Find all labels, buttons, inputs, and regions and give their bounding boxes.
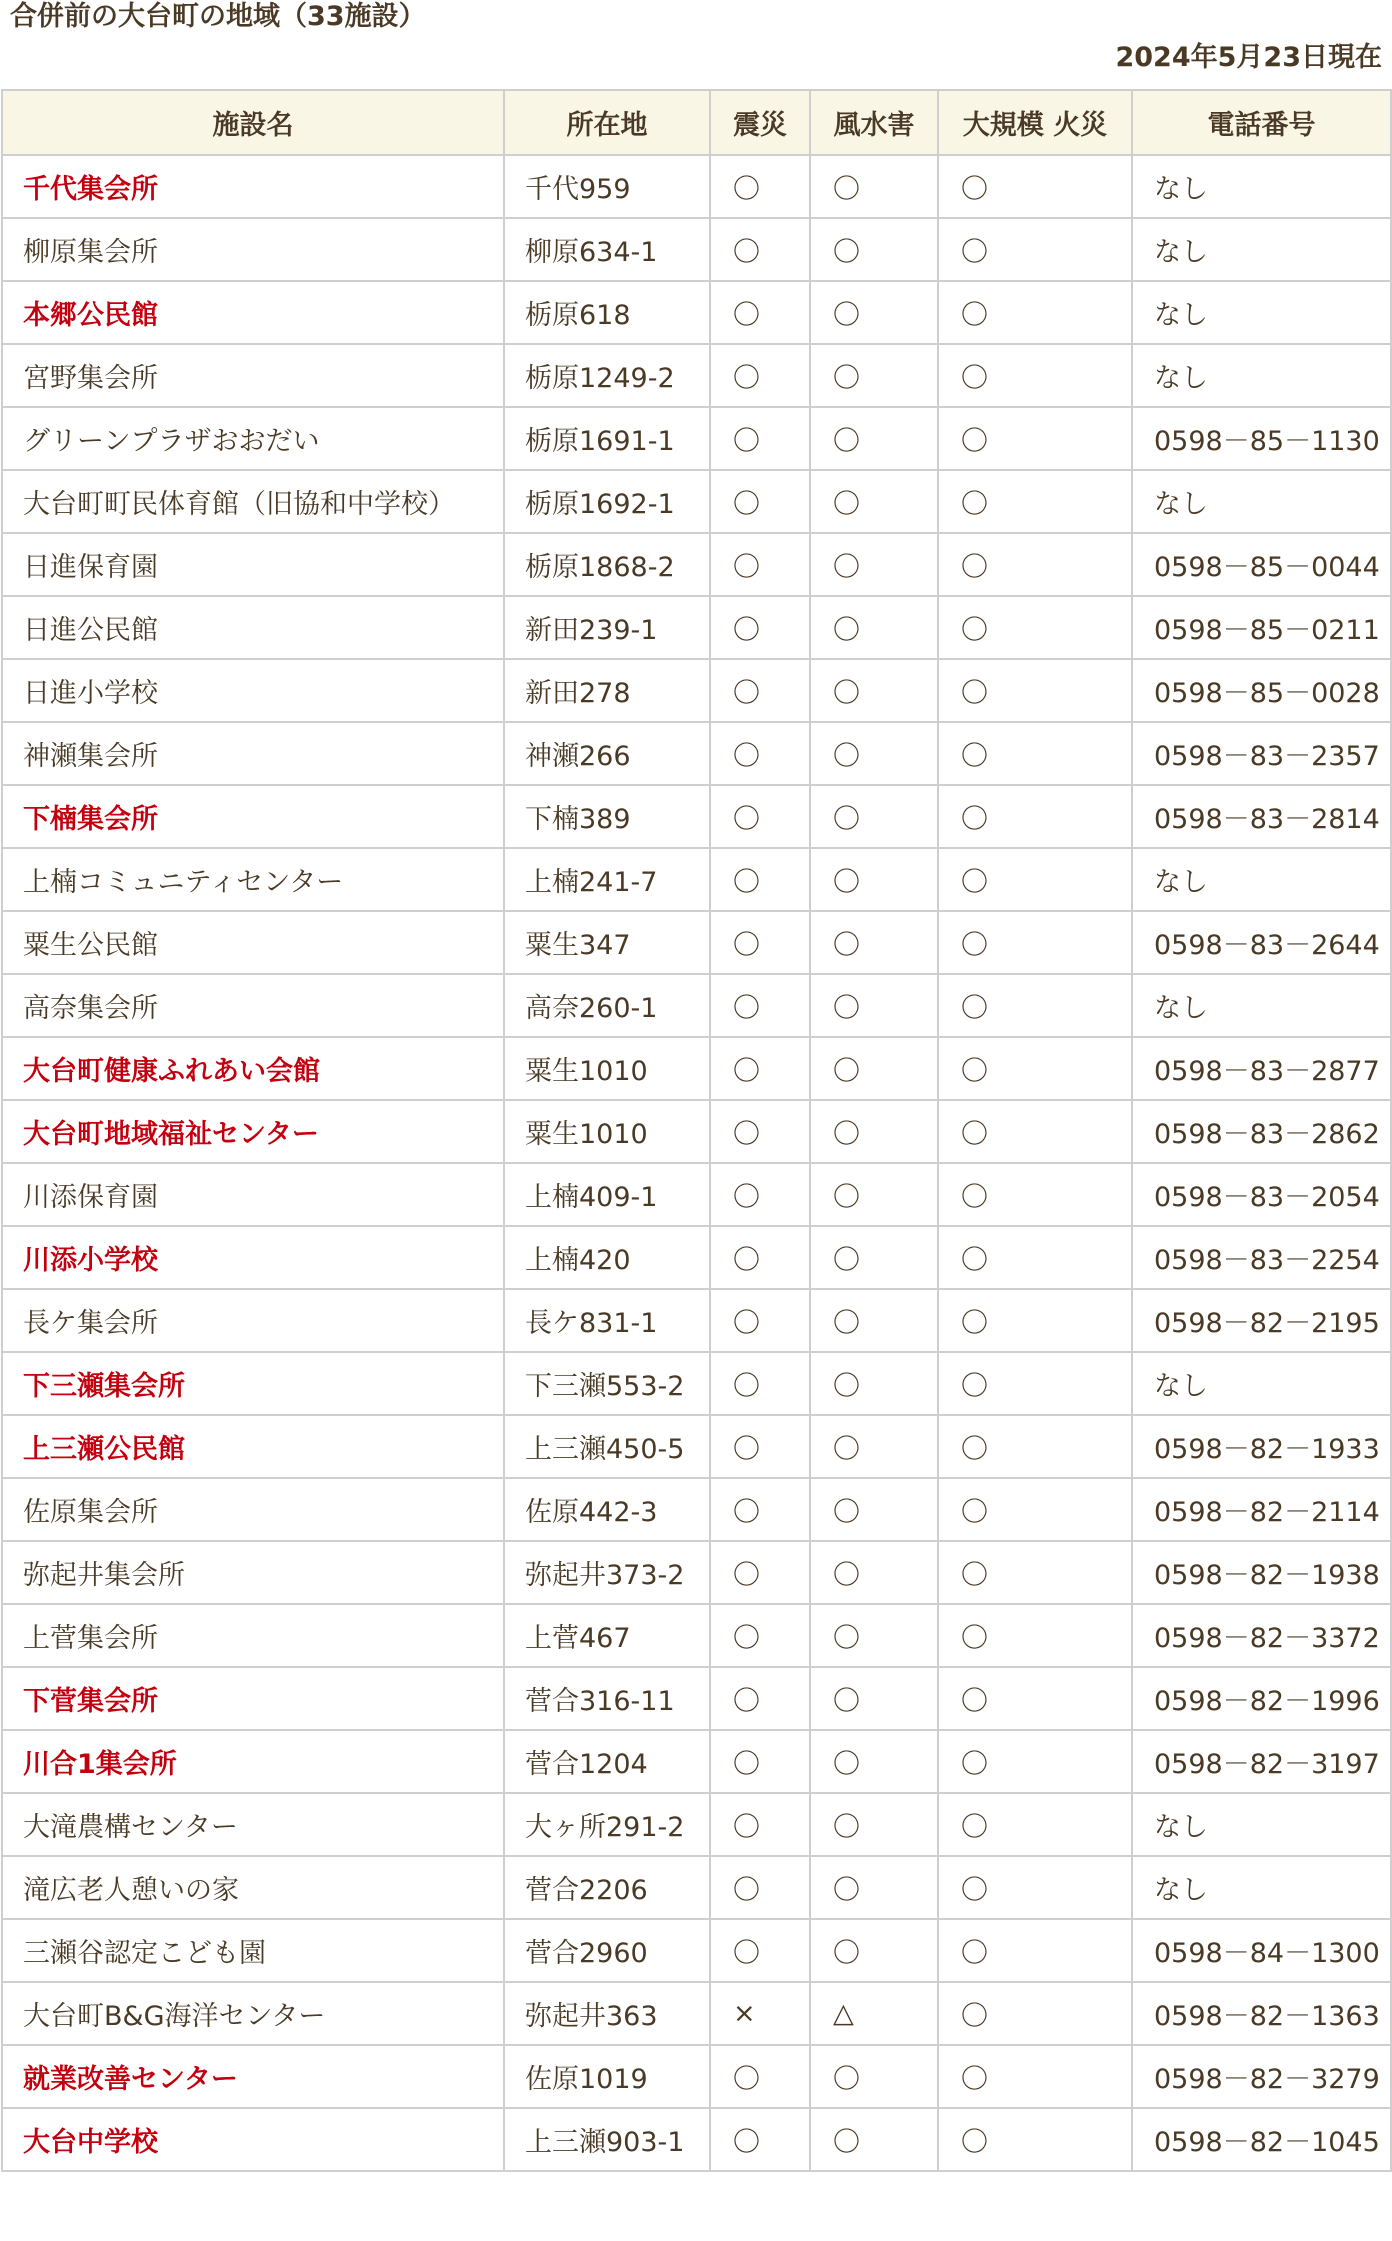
table-row <box>2 1793 1391 1856</box>
address-cell: 粟生347 <box>504 911 710 974</box>
large-fire-mark: 〇 <box>938 470 1132 533</box>
address-cell: 上三瀬903-1 <box>504 2108 710 2171</box>
flood-mark: 〇 <box>810 596 938 659</box>
phone-cell: 0598－82－3197 <box>1132 1730 1391 1793</box>
address-cell: 長ケ831-1 <box>504 1289 710 1352</box>
flood-mark: 〇 <box>810 1226 938 1289</box>
phone-cell: なし <box>1132 1856 1391 1919</box>
phone-cell: なし <box>1132 1793 1391 1856</box>
column-header-flood: 風水害 <box>810 90 938 155</box>
facility-name-cell: 神瀬集会所 <box>2 722 504 785</box>
earthquake-mark: 〇 <box>710 1856 810 1919</box>
table-row <box>2 2108 1391 2171</box>
earthquake-mark: 〇 <box>710 722 810 785</box>
flood-mark: 〇 <box>810 974 938 1037</box>
flood-mark: 〇 <box>810 281 938 344</box>
facility-name-cell: グリーンプラザおおだい <box>2 407 504 470</box>
flood-mark: 〇 <box>810 1289 938 1352</box>
table-row <box>2 2045 1391 2108</box>
earthquake-mark: 〇 <box>710 1604 810 1667</box>
earthquake-mark: 〇 <box>710 1100 810 1163</box>
earthquake-mark: 〇 <box>710 218 810 281</box>
earthquake-mark: 〇 <box>710 596 810 659</box>
large-fire-mark: 〇 <box>938 911 1132 974</box>
facility-name-cell: 上三瀬公民館 <box>2 1415 504 1478</box>
table-row <box>2 1478 1391 1541</box>
address-cell: 菅合2960 <box>504 1919 710 1982</box>
earthquake-mark: 〇 <box>710 1289 810 1352</box>
phone-cell: なし <box>1132 344 1391 407</box>
facility-name-cell: 上楠コミュニティセンター <box>2 848 504 911</box>
earthquake-mark: 〇 <box>710 1919 810 1982</box>
facility-name-cell: 長ケ集会所 <box>2 1289 504 1352</box>
table-row <box>2 1730 1391 1793</box>
table-body <box>2 155 1391 2171</box>
facility-name-cell: 弥起井集会所 <box>2 1541 504 1604</box>
large-fire-mark: 〇 <box>938 1100 1132 1163</box>
address-cell: 上楠241-7 <box>504 848 710 911</box>
table-row <box>2 1856 1391 1919</box>
large-fire-mark: 〇 <box>938 1541 1132 1604</box>
flood-mark: 〇 <box>810 1793 938 1856</box>
phone-cell: 0598－85－0028 <box>1132 659 1391 722</box>
large-fire-mark: 〇 <box>938 2108 1132 2171</box>
flood-mark: 〇 <box>810 1604 938 1667</box>
table-row <box>2 1541 1391 1604</box>
table-row <box>2 281 1391 344</box>
earthquake-mark: 〇 <box>710 470 810 533</box>
earthquake-mark: 〇 <box>710 1226 810 1289</box>
address-cell: 弥起井363 <box>504 1982 710 2045</box>
table-row <box>2 722 1391 785</box>
phone-cell: なし <box>1132 218 1391 281</box>
phone-cell: 0598－83－2877 <box>1132 1037 1391 1100</box>
phone-cell: 0598－82－2114 <box>1132 1478 1391 1541</box>
earthquake-mark: 〇 <box>710 281 810 344</box>
earthquake-mark: 〇 <box>710 2108 810 2171</box>
flood-mark: 〇 <box>810 155 938 218</box>
earthquake-mark: × <box>710 1982 810 2045</box>
flood-mark: 〇 <box>810 533 938 596</box>
flood-mark: 〇 <box>810 2045 938 2108</box>
large-fire-mark: 〇 <box>938 596 1132 659</box>
address-cell: 神瀬266 <box>504 722 710 785</box>
column-header-earthquake: 震災 <box>710 90 810 155</box>
flood-mark: 〇 <box>810 1352 938 1415</box>
flood-mark: 〇 <box>810 1478 938 1541</box>
address-cell: 栃原1249-2 <box>504 344 710 407</box>
large-fire-mark: 〇 <box>938 1982 1132 2045</box>
column-header-large-fire: 大規模 火災 <box>938 90 1132 155</box>
flood-mark: 〇 <box>810 407 938 470</box>
large-fire-mark: 〇 <box>938 1604 1132 1667</box>
table-row <box>2 848 1391 911</box>
table-row <box>2 1352 1391 1415</box>
address-cell: 大ヶ所291-2 <box>504 1793 710 1856</box>
flood-mark: 〇 <box>810 659 938 722</box>
large-fire-mark: 〇 <box>938 2045 1132 2108</box>
earthquake-mark: 〇 <box>710 533 810 596</box>
phone-cell: なし <box>1132 974 1391 1037</box>
phone-cell: なし <box>1132 848 1391 911</box>
large-fire-mark: 〇 <box>938 281 1132 344</box>
large-fire-mark: 〇 <box>938 218 1132 281</box>
large-fire-mark: 〇 <box>938 1289 1132 1352</box>
large-fire-mark: 〇 <box>938 1163 1132 1226</box>
address-cell: 佐原442-3 <box>504 1478 710 1541</box>
phone-cell: 0598－82－1045 <box>1132 2108 1391 2171</box>
facility-name-cell: 柳原集会所 <box>2 218 504 281</box>
flood-mark: 〇 <box>810 344 938 407</box>
address-cell: 新田239-1 <box>504 596 710 659</box>
address-cell: 高奈260-1 <box>504 974 710 1037</box>
facility-name-cell: 本郷公民館 <box>2 281 504 344</box>
table-row <box>2 218 1391 281</box>
earthquake-mark: 〇 <box>710 785 810 848</box>
earthquake-mark: 〇 <box>710 1352 810 1415</box>
address-cell: 菅合2206 <box>504 1856 710 1919</box>
flood-mark: 〇 <box>810 1730 938 1793</box>
earthquake-mark: 〇 <box>710 911 810 974</box>
flood-mark: 〇 <box>810 1163 938 1226</box>
earthquake-mark: 〇 <box>710 155 810 218</box>
phone-cell: 0598－83－2814 <box>1132 785 1391 848</box>
address-cell: 下三瀬553-2 <box>504 1352 710 1415</box>
table-row <box>2 1163 1391 1226</box>
large-fire-mark: 〇 <box>938 1226 1132 1289</box>
address-cell: 栃原1692-1 <box>504 470 710 533</box>
address-cell: 菅合316-11 <box>504 1667 710 1730</box>
table-row <box>2 911 1391 974</box>
facility-name-cell: 日進公民館 <box>2 596 504 659</box>
phone-cell: 0598－82－1938 <box>1132 1541 1391 1604</box>
phone-cell: 0598－82－1996 <box>1132 1667 1391 1730</box>
earthquake-mark: 〇 <box>710 659 810 722</box>
phone-cell: なし <box>1132 155 1391 218</box>
earthquake-mark: 〇 <box>710 1793 810 1856</box>
table-row <box>2 596 1391 659</box>
large-fire-mark: 〇 <box>938 722 1132 785</box>
address-cell: 上三瀬450-5 <box>504 1415 710 1478</box>
facility-name-cell: 千代集会所 <box>2 155 504 218</box>
phone-cell: 0598－83－2862 <box>1132 1100 1391 1163</box>
table-row <box>2 1604 1391 1667</box>
phone-cell: 0598－83－2357 <box>1132 722 1391 785</box>
large-fire-mark: 〇 <box>938 785 1132 848</box>
address-cell: 佐原1019 <box>504 2045 710 2108</box>
address-cell: 上楠409-1 <box>504 1163 710 1226</box>
table-row <box>2 344 1391 407</box>
table-row <box>2 1289 1391 1352</box>
large-fire-mark: 〇 <box>938 1730 1132 1793</box>
table-row <box>2 470 1391 533</box>
table-row <box>2 785 1391 848</box>
facility-name-cell: 大台町B&G海洋センター <box>2 1982 504 2045</box>
table-row <box>2 1982 1391 2045</box>
large-fire-mark: 〇 <box>938 155 1132 218</box>
column-header-address: 所在地 <box>504 90 710 155</box>
table-row <box>2 1100 1391 1163</box>
facility-name-cell: 大台町地域福祉センター <box>2 1100 504 1163</box>
facility-name-cell: 川添小学校 <box>2 1226 504 1289</box>
address-cell: 上楠420 <box>504 1226 710 1289</box>
large-fire-mark: 〇 <box>938 344 1132 407</box>
facility-name-cell: 大台中学校 <box>2 2108 504 2171</box>
address-cell: 弥起井373-2 <box>504 1541 710 1604</box>
earthquake-mark: 〇 <box>710 407 810 470</box>
facility-name-cell: 大滝農構センター <box>2 1793 504 1856</box>
phone-cell: 0598－85－0044 <box>1132 533 1391 596</box>
table-row <box>2 155 1391 218</box>
table-row <box>2 1415 1391 1478</box>
earthquake-mark: 〇 <box>710 848 810 911</box>
phone-cell: 0598－83－2254 <box>1132 1226 1391 1289</box>
table-row <box>2 974 1391 1037</box>
as-of-date: 2024年5月23日現在 <box>1115 42 1382 73</box>
phone-cell: 0598－84－1300 <box>1132 1919 1391 1982</box>
flood-mark: 〇 <box>810 1919 938 1982</box>
flood-mark: 〇 <box>810 1541 938 1604</box>
phone-cell: なし <box>1132 281 1391 344</box>
facility-name-cell: 日進保育園 <box>2 533 504 596</box>
facility-name-cell: 下三瀬集会所 <box>2 1352 504 1415</box>
large-fire-mark: 〇 <box>938 533 1132 596</box>
table-row <box>2 1226 1391 1289</box>
address-cell: 栃原1868-2 <box>504 533 710 596</box>
address-cell: 新田278 <box>504 659 710 722</box>
earthquake-mark: 〇 <box>710 1037 810 1100</box>
large-fire-mark: 〇 <box>938 1856 1132 1919</box>
phone-cell: 0598－85－1130 <box>1132 407 1391 470</box>
large-fire-mark: 〇 <box>938 1793 1132 1856</box>
phone-cell: 0598－82－3279 <box>1132 2045 1391 2108</box>
facility-name-cell: 粟生公民館 <box>2 911 504 974</box>
column-header-phone: 電話番号 <box>1132 90 1391 155</box>
earthquake-mark: 〇 <box>710 974 810 1037</box>
phone-cell: なし <box>1132 1352 1391 1415</box>
earthquake-mark: 〇 <box>710 1541 810 1604</box>
flood-mark: 〇 <box>810 2108 938 2171</box>
table-row <box>2 407 1391 470</box>
table-row <box>2 1919 1391 1982</box>
flood-mark: 〇 <box>810 1667 938 1730</box>
earthquake-mark: 〇 <box>710 1163 810 1226</box>
earthquake-mark: 〇 <box>710 1478 810 1541</box>
address-cell: 栃原1691-1 <box>504 407 710 470</box>
flood-mark: 〇 <box>810 1415 938 1478</box>
large-fire-mark: 〇 <box>938 1415 1132 1478</box>
earthquake-mark: 〇 <box>710 1667 810 1730</box>
flood-mark: 〇 <box>810 1100 938 1163</box>
facility-name-cell: 宮野集会所 <box>2 344 504 407</box>
phone-cell: 0598－85－0211 <box>1132 596 1391 659</box>
phone-cell: 0598－83－2054 <box>1132 1163 1391 1226</box>
large-fire-mark: 〇 <box>938 974 1132 1037</box>
column-header-facility-name: 施設名 <box>2 90 504 155</box>
facility-name-cell: 滝広老人憩いの家 <box>2 1856 504 1919</box>
phone-cell: 0598－82－3372 <box>1132 1604 1391 1667</box>
address-cell: 栃原618 <box>504 281 710 344</box>
earthquake-mark: 〇 <box>710 1415 810 1478</box>
large-fire-mark: 〇 <box>938 659 1132 722</box>
large-fire-mark: 〇 <box>938 1667 1132 1730</box>
address-cell: 粟生1010 <box>504 1100 710 1163</box>
facility-table <box>1 89 1392 2172</box>
phone-cell: 0598－82－1933 <box>1132 1415 1391 1478</box>
table-row <box>2 1037 1391 1100</box>
facility-name-cell: 高奈集会所 <box>2 974 504 1037</box>
facility-name-cell: 下菅集会所 <box>2 1667 504 1730</box>
large-fire-mark: 〇 <box>938 1919 1132 1982</box>
earthquake-mark: 〇 <box>710 344 810 407</box>
facility-name-cell: 佐原集会所 <box>2 1478 504 1541</box>
table-row <box>2 659 1391 722</box>
address-cell: 千代959 <box>504 155 710 218</box>
facility-name-cell: 大台町健康ふれあい会館 <box>2 1037 504 1100</box>
earthquake-mark: 〇 <box>710 1730 810 1793</box>
flood-mark: 〇 <box>810 1856 938 1919</box>
large-fire-mark: 〇 <box>938 1037 1132 1100</box>
large-fire-mark: 〇 <box>938 848 1132 911</box>
facility-name-cell: 日進小学校 <box>2 659 504 722</box>
flood-mark: 〇 <box>810 848 938 911</box>
flood-mark: 〇 <box>810 218 938 281</box>
facility-name-cell: 川添保育園 <box>2 1163 504 1226</box>
address-cell: 柳原634-1 <box>504 218 710 281</box>
flood-mark: △ <box>810 1982 938 2045</box>
facility-name-cell: 三瀬谷認定こども園 <box>2 1919 504 1982</box>
large-fire-mark: 〇 <box>938 407 1132 470</box>
phone-cell: 0598－83－2644 <box>1132 911 1391 974</box>
address-cell: 粟生1010 <box>504 1037 710 1100</box>
flood-mark: 〇 <box>810 785 938 848</box>
table-header-row <box>2 90 1391 155</box>
table-row <box>2 1667 1391 1730</box>
facility-name-cell: 上菅集会所 <box>2 1604 504 1667</box>
facility-name-cell: 大台町町民体育館（旧協和中学校） <box>2 470 504 533</box>
facility-name-cell: 下楠集会所 <box>2 785 504 848</box>
flood-mark: 〇 <box>810 722 938 785</box>
phone-cell: 0598－82－2195 <box>1132 1289 1391 1352</box>
phone-cell: なし <box>1132 470 1391 533</box>
facility-name-cell: 川合1集会所 <box>2 1730 504 1793</box>
phone-cell: 0598－82－1363 <box>1132 1982 1391 2045</box>
page-heading: 合併前の大台町の地域（33施設） <box>10 1 426 32</box>
flood-mark: 〇 <box>810 1037 938 1100</box>
earthquake-mark: 〇 <box>710 2045 810 2108</box>
facility-name-cell: 就業改善センター <box>2 2045 504 2108</box>
flood-mark: 〇 <box>810 911 938 974</box>
large-fire-mark: 〇 <box>938 1478 1132 1541</box>
address-cell: 下楠389 <box>504 785 710 848</box>
address-cell: 上菅467 <box>504 1604 710 1667</box>
flood-mark: 〇 <box>810 470 938 533</box>
large-fire-mark: 〇 <box>938 1352 1132 1415</box>
table-row <box>2 533 1391 596</box>
address-cell: 菅合1204 <box>504 1730 710 1793</box>
